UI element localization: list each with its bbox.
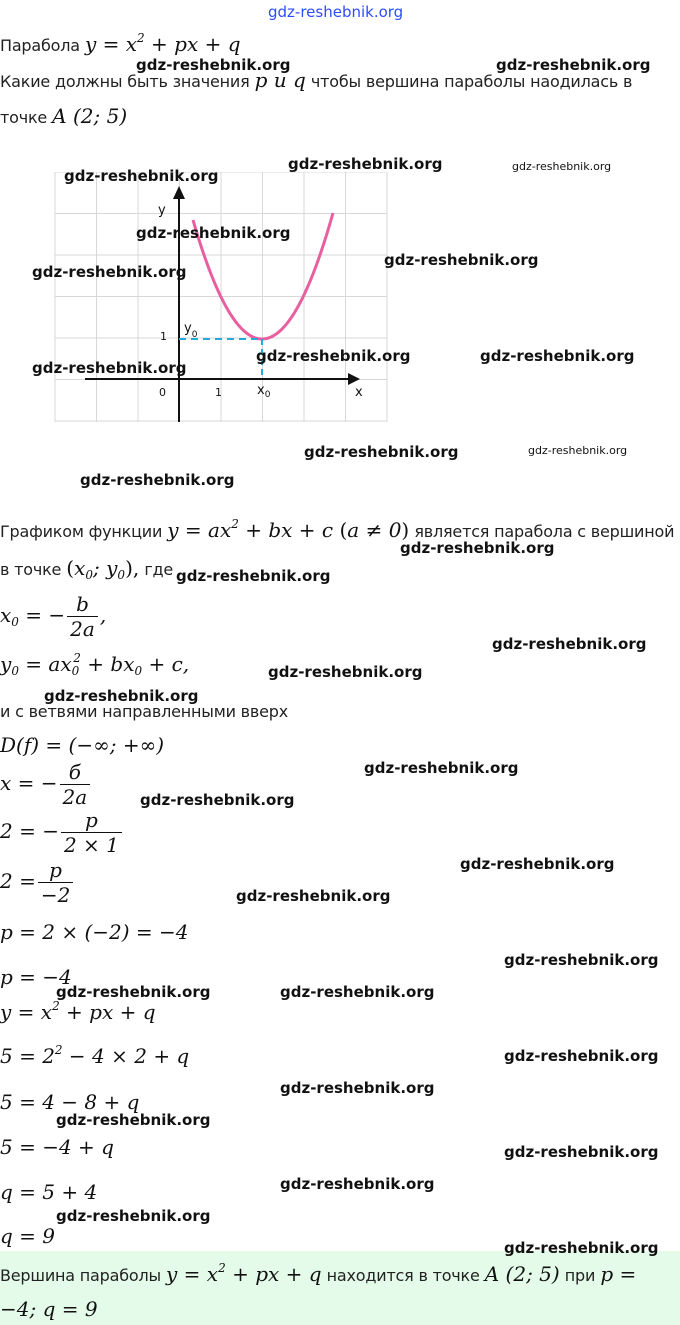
y-tick-label: 1 — [160, 330, 167, 343]
x-tick-label: 1 — [215, 386, 222, 399]
problem-text: Парабола — [0, 36, 80, 55]
vertex-formula: ($x_0$; $y_0$), — [66, 556, 140, 582]
watermark: gdz-reshebnik.org — [492, 635, 647, 653]
watermark: gdz-reshebnik.org — [64, 167, 219, 185]
step-1-denominator: 2a — [62, 785, 88, 809]
step-2: 2 = − $\frac{p}{2 \times 1}$ — [0, 808, 124, 857]
watermark: gdz-reshebnik.org — [32, 359, 187, 377]
watermark: gdz-reshebnik.org — [288, 155, 443, 173]
watermark: gdz-reshebnik.org — [56, 983, 211, 1001]
step-2-numerator: p — [61, 808, 122, 833]
problem-text: Какие должны быть значения — [0, 72, 250, 91]
x0-tail: , — [99, 603, 107, 627]
x0-denominator: 2a — [70, 617, 95, 641]
theory-text: где — [144, 560, 174, 579]
watermark: gdz-reshebnik.org — [280, 1175, 435, 1193]
parabola-graph — [50, 172, 390, 424]
problem-text: чтобы вершина параболы наодилась в — [310, 72, 633, 91]
problem-line-3 — [0, 104, 127, 128]
answer-text: Вершина параболы — [0, 1266, 161, 1285]
step-3-denominator: −2 — [40, 883, 71, 907]
answer-formula: p = — [600, 1262, 637, 1286]
watermark: gdz-reshebnik.org — [512, 160, 612, 173]
y0-label: $y_0$ — [184, 321, 198, 340]
answer-line-1 — [0, 1262, 636, 1286]
watermark: gdz-reshebnik.org — [504, 951, 659, 969]
step-11: q = 9 — [0, 1224, 55, 1248]
branches-text: и с ветвями направленными вверх — [0, 702, 288, 721]
watermark: gdz-reshebnik.org — [56, 1207, 211, 1225]
x0-formula: $x_0$ = − $\frac{b}{2a}$ , — [0, 592, 107, 641]
watermark-top: gdz-reshebnik.org — [268, 3, 404, 21]
step-4: p = 2 × (−2) = −4 — [0, 920, 189, 944]
step-3: 2 = $\frac{p}{-2}$ — [0, 858, 75, 907]
theory-line-1 — [0, 518, 674, 542]
watermark: gdz-reshebnik.org — [236, 887, 391, 905]
watermark: gdz-reshebnik.org — [504, 1239, 659, 1257]
origin-label: 0 — [159, 386, 166, 399]
theory-text: является парабола с вершиной — [414, 522, 675, 541]
watermark: gdz-reshebnik.org — [384, 251, 539, 269]
x-axis-arrow — [348, 373, 360, 385]
watermark: gdz-reshebnik.org — [176, 567, 331, 585]
watermark: gdz-reshebnik.org — [460, 855, 615, 873]
step-6: $y = x^2$ + px + q — [0, 999, 156, 1024]
watermark: gdz-reshebnik.org — [280, 983, 435, 1001]
x-axis-label: x — [355, 385, 363, 400]
problem-formula: p и q — [254, 68, 306, 92]
point-a-formula: A (2; 5) — [52, 104, 128, 128]
y-axis-label: y — [158, 203, 166, 218]
problem-line-1 — [0, 32, 241, 56]
watermark: gdz-reshebnik.org — [400, 539, 555, 557]
watermark: gdz-reshebnik.org — [56, 1111, 211, 1129]
watermark: gdz-reshebnik.org — [136, 224, 291, 242]
watermark: gdz-reshebnik.org — [364, 759, 519, 777]
theory-formula: $y = ax^2$ + bx + c (a ≠ 0) — [167, 517, 410, 542]
step-1: x = − $\frac{б}{2a}$ — [0, 760, 92, 809]
watermark: gdz-reshebnik.org — [480, 347, 635, 365]
watermark: gdz-reshebnik.org — [256, 347, 411, 365]
problem-formula: $y = x^2$ + px + q — [84, 31, 241, 56]
theory-line-2 — [0, 556, 173, 580]
problem-text: точке — [0, 108, 48, 127]
step-9: 5 = −4 + q — [0, 1135, 114, 1159]
answer-point: A (2; 5) — [484, 1262, 560, 1286]
step-5: p = −4 — [0, 965, 72, 989]
x0-numerator: b — [67, 592, 98, 617]
answer-text: при — [564, 1266, 596, 1285]
step-7: $5 = 2^2 - 4 \times 2 + q$ — [0, 1043, 190, 1068]
y-axis-arrow — [173, 186, 185, 199]
watermark: gdz-reshebnik.org — [504, 1143, 659, 1161]
watermark: gdz-reshebnik.org — [136, 56, 291, 74]
watermark: gdz-reshebnik.org — [304, 443, 459, 461]
domain-formula: D(f) = (−∞; +∞) — [0, 733, 165, 757]
watermark: gdz-reshebnik.org — [280, 1079, 435, 1097]
watermark: gdz-reshebnik.org — [80, 471, 235, 489]
step-8: 5 = 4 − 8 + q — [0, 1090, 140, 1114]
answer-formula: $y = x^2$ + px + q — [166, 1261, 322, 1286]
watermark: gdz-reshebnik.org — [504, 1047, 659, 1065]
watermark: gdz-reshebnik.org — [32, 263, 187, 281]
y0-formula: $y_0 = ax_0^2 + bx_0 + c$, — [0, 651, 190, 678]
step-2-denominator: 2 × 1 — [63, 833, 119, 857]
answer-text: находится в точке — [326, 1266, 480, 1285]
theory-text: в точке — [0, 560, 62, 579]
step-1-numerator: б — [60, 760, 91, 785]
answer-line-2: −4; q = 9 — [0, 1297, 98, 1321]
watermark: gdz-reshebnik.org — [496, 56, 651, 74]
watermark: gdz-reshebnik.org — [44, 687, 199, 705]
x0-label: $x_0$ — [257, 383, 271, 400]
watermark: gdz-reshebnik.org — [528, 444, 628, 457]
watermark: gdz-reshebnik.org — [140, 791, 295, 809]
step-3-numerator: p — [38, 858, 73, 883]
step-10: q = 5 + 4 — [0, 1180, 98, 1204]
theory-text: Графиком функции — [0, 522, 163, 541]
watermark: gdz-reshebnik.org — [268, 663, 423, 681]
